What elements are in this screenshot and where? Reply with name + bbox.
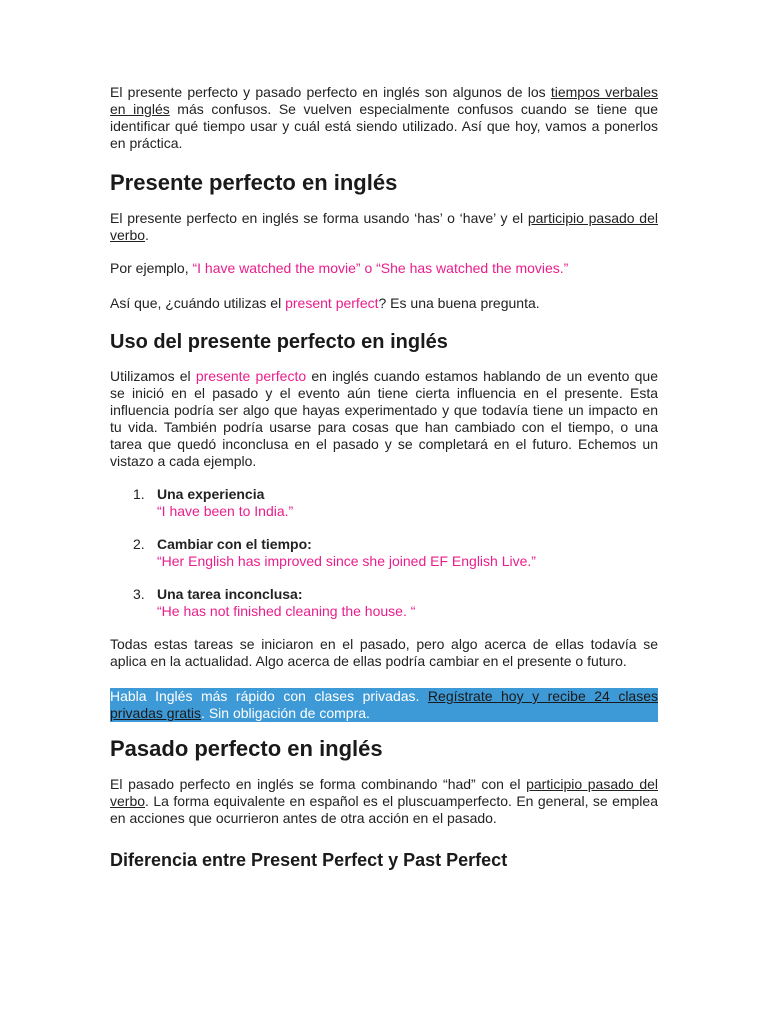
- question-lead: Así que, ¿cuándo utilizas el: [110, 295, 286, 311]
- participio-link[interactable]: participio pasado del verbo: [110, 210, 658, 243]
- list-number: 1.: [133, 486, 145, 502]
- document-page: [110, 84, 658, 871]
- uso-paragraph: [110, 368, 658, 470]
- cta-signup-link[interactable]: Regístrate hoy y recibe 24 clases privadas gratis: [110, 688, 658, 721]
- definition-end: .: [145, 227, 149, 243]
- cta-lead: Habla Inglés más rápido con clases privadas.: [110, 688, 428, 704]
- definition-text: El presente perfecto en inglés se forma usando ‘has’ o ‘have’ y el: [110, 210, 528, 226]
- list-item-example: “Her English has improved since she joined EF English Live.”: [157, 553, 536, 569]
- present-perfect-term: present perfect: [285, 295, 379, 311]
- example-lead: Por ejemplo,: [110, 260, 193, 276]
- presente-perfecto-term: presente perfecto: [195, 368, 307, 384]
- pasado-perfecto-paragraph: [110, 776, 658, 827]
- uso-lead: Utilizamos el: [110, 368, 196, 384]
- cta-banner: [110, 688, 658, 722]
- heading-presente-perfecto: Presente perfecto en inglés: [110, 170, 398, 195]
- list-item-title: Cambiar con el tiempo:: [157, 536, 312, 552]
- list-item-title: Una experiencia: [157, 486, 265, 502]
- tiempos-verbales-link[interactable]: tiempos verbales en inglés: [110, 84, 658, 117]
- list-item-title: Una tarea inconclusa:: [157, 586, 303, 602]
- list-item: [110, 586, 658, 620]
- list-item-example: “He has not finished cleaning the house. “: [157, 603, 416, 619]
- question-end: ? Es una buena pregunta.: [378, 295, 540, 311]
- heading-diferencia: Diferencia entre Present Perfect y Past Perfect: [110, 850, 508, 870]
- participio-link-2[interactable]: participio pasado del verbo: [110, 776, 659, 809]
- list-item-example: “I have been to India.”: [157, 503, 294, 519]
- intro-text: El presente perfecto y pasado perfecto en inglés son algunos de los: [110, 84, 551, 100]
- list-number: 2.: [133, 536, 145, 552]
- heading-uso-presente-perfecto: Uso del presente perfecto en inglés: [110, 331, 448, 353]
- uso-body: en inglés cuando estamos hablando de un evento que se inició en el pasado y el evento aún tiene cierta influencia en el presente. Esta influencia podría ser algo que hayas experimentado y que todavía tiene un impacto en tu vida. También podría usarse para cosas que han cambiado con el tiempo, o una tarea que quedó inconclusa en el pasado y se completará en el futuro. Echemos un vistazo a cada ejemplo.: [110, 368, 658, 469]
- cta-end: . Sin obligación de compra.: [201, 705, 370, 721]
- list-item: [110, 486, 658, 520]
- question-paragraph: [110, 295, 658, 312]
- list-item: [110, 536, 658, 570]
- list-number: 3.: [133, 586, 145, 602]
- presente-perfecto-definition: [110, 210, 658, 244]
- intro-paragraph: [110, 84, 658, 152]
- intro-text-cont: más confusos. Se vuelven especialmente confusos cuando se tiene que identificar qué tiempo usar y cuál está siendo utilizado. Así que hoy, vamos a ponerlos en práctica.: [110, 101, 658, 151]
- example-quote: “I have watched the movie” o “She has watched the movies.”: [192, 260, 569, 276]
- example-paragraph: [110, 260, 658, 277]
- examples-list: [110, 486, 658, 620]
- pasado-body: . La forma equivalente en español es el pluscuamperfecto. En general, se emplea en acciones que ocurrieron antes de otra acción en el pasado.: [110, 793, 658, 826]
- heading-pasado-perfecto: Pasado perfecto en inglés: [110, 736, 383, 761]
- pasado-lead: El pasado perfecto en inglés se forma combinando “had” con el: [110, 776, 527, 792]
- summary-paragraph: Todas estas tareas se iniciaron en el pasado, pero algo acerca de ellas todavía se aplica en la actualidad. Algo acerca de ellas podría cambiar en el presente o futuro.: [110, 636, 658, 669]
